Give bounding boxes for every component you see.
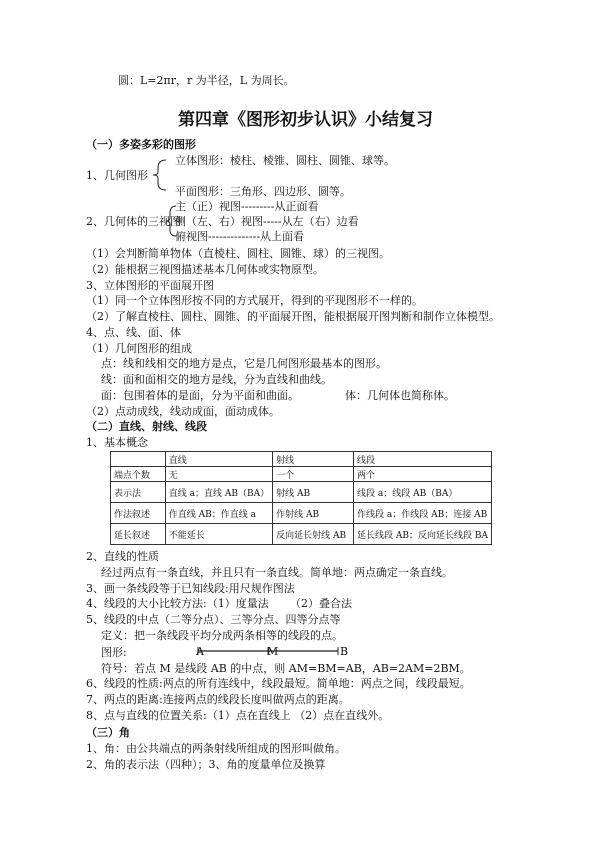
text-line: 3、画一条线段等于已知线段:用尺规作图法: [86, 582, 295, 595]
text-line: （2）叠合法: [290, 597, 352, 610]
text-line: 1、角：由公共端点的两条射线所组成的图形叫做角。: [86, 742, 346, 755]
geometry-figures-label: 1、几何图形: [86, 169, 148, 182]
table-cell: 两个: [354, 467, 492, 482]
table-row: [111, 524, 492, 545]
text-line: （2）点动成线，线动成面，面动成体。: [86, 405, 280, 418]
plane-figures: 平面图形：三角形、四边形、圆等。: [175, 185, 351, 198]
text-line: （2）能根据三视图描述基本几何体或实物原型。: [86, 263, 324, 276]
table-cell: 作射线 AB: [273, 503, 354, 524]
text-line: 3、立体图形的平面展开图: [86, 279, 214, 292]
point-label-m: M: [267, 645, 279, 658]
table-cell: 作直线 AB；作直线 a: [165, 503, 272, 524]
table-row: [111, 482, 492, 503]
text-line: （1）几何图形的组成: [86, 342, 192, 355]
table-cell: 不能延长: [165, 524, 272, 545]
table-cell: 延长线段 AB；反向延长线段 BA: [354, 524, 492, 545]
point-label-a: A: [196, 645, 204, 658]
text-line: 定义：把一条线段平均分成两条相等的线段的点。: [101, 629, 343, 642]
table-cell: 直线 a；直线 AB（BA）: [165, 482, 272, 503]
table-cell: 无: [165, 467, 272, 482]
text-line: 点：线和线相交的地方是点，它是几何图形最基本的图形。: [101, 357, 387, 370]
concept-table: [110, 451, 492, 545]
text-line: 线：面和面相交的地方是线，分为直线和曲线。: [101, 373, 332, 386]
text-line: 2、直线的性质: [86, 550, 159, 563]
table-cell: 线段 a；线段 AB（BA）: [354, 482, 492, 503]
section-heading: （二）直线、射线、线段: [86, 420, 207, 433]
text-line: 经过两点有一条直线，并且只有一条直线。简单地：两点确定一条直线。: [101, 566, 453, 579]
view-side: 侧（左、右）视图-----从左（右）边看: [175, 215, 359, 228]
text-line: 4、线段的大小比较方法:（1）度量法: [86, 597, 269, 610]
table-cell: 反向延长射线 AB: [273, 524, 354, 545]
solid-figures: 立体图形：棱柱、棱锥、圆柱、圆锥、球等。: [175, 154, 395, 167]
text-line: 符号：若点 M 是线段 AB 的中点，则 AM=BM=AB，AB=2AM=2BM。: [101, 662, 471, 675]
table-cell: 射线: [273, 452, 354, 467]
section-heading: （三）角: [86, 726, 130, 739]
text-line: 体：几何体也简称体。: [345, 389, 455, 402]
text-line: 5、线段的中点（二等分点）、三等分点、四等分点等: [86, 613, 341, 626]
table-cell: 一个: [273, 467, 354, 482]
table-cell: 延长叙述: [111, 524, 166, 545]
text-line: 4、点、线、面、体: [86, 326, 181, 339]
text-line: 8、点与直线的位置关系:（1）点在直线上 （2）点在直线外。: [86, 709, 390, 722]
text-line: 6、线段的性质:两点的所有连线中，线段最短。简单地：两点之间，线段最短。: [86, 677, 471, 690]
table-cell: 作线段 a；作线段 AB；连接 AB: [354, 503, 492, 524]
table-cell: [111, 452, 166, 467]
table-cell: 射线 AB: [273, 482, 354, 503]
table-row: [111, 503, 492, 524]
figure-label: 图形:: [101, 646, 127, 659]
three-views-label: 2、几何体的三视图: [86, 215, 181, 228]
text-line: 1、基本概念: [86, 436, 148, 449]
section-heading: （一）多姿多彩的图形: [86, 138, 196, 151]
view-front: 主（正）视图---------从正面看: [175, 200, 319, 213]
text-line: （1）同一个立体图形按不同的方式展开，得到的平现图形不一样的。: [86, 294, 423, 307]
table-cell: 表示法: [111, 482, 166, 503]
table-cell: 线段: [354, 452, 492, 467]
point-label-b: B: [340, 645, 349, 658]
table-cell: 作法叙述: [111, 503, 166, 524]
view-top: 俯视图--------------从上面看: [175, 230, 305, 243]
text-line: 7、两点的距离:连接两点的线段长度叫做两点的距离。: [86, 693, 350, 706]
circle-formula: 圆：L=2πr，r 为半径，L 为周长。: [118, 74, 295, 87]
table-cell: 端点个数: [111, 467, 166, 482]
table-cell: 直线: [165, 452, 272, 467]
brace: [150, 158, 170, 192]
table-row: [111, 452, 492, 467]
text-line: 2、角的表示法（四种）；3、角的度量单位及换算: [86, 758, 326, 771]
text-line: （1）会判断简单物体（直棱柱、圆柱、圆锥、球）的三视图。: [86, 247, 390, 260]
text-line: 面：包围着体的是面，分为平面和曲面。: [101, 389, 299, 402]
text-line: （2）了解直棱柱、圆柱、圆锥、的平面展开图，能根据展开图判断和制作立体模型。: [86, 310, 500, 323]
table-row: [111, 467, 492, 482]
page-title: 第四章《图形初步认识》小结复习: [178, 110, 433, 130]
